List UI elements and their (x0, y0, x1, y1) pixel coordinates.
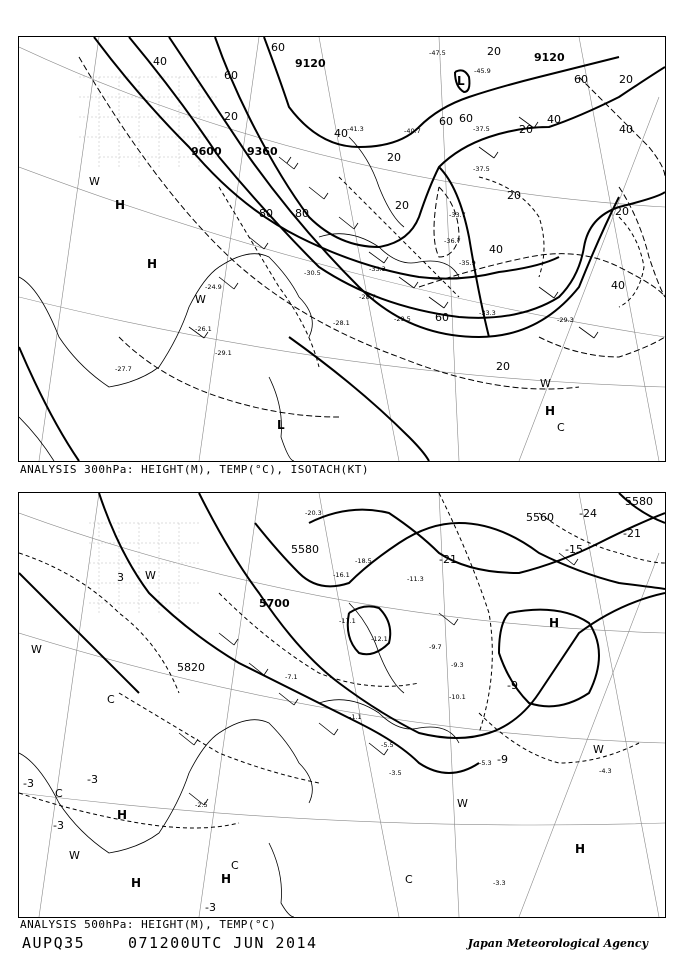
temp-label: -33.3 (479, 309, 496, 317)
isotherm-label: -3 (23, 777, 34, 790)
cold-center: C (557, 421, 565, 434)
land-hatching (89, 523, 199, 613)
isotach-label: 60 (459, 112, 473, 125)
height-label: 9120 (534, 51, 565, 64)
high-center: H (545, 404, 556, 418)
isotach-label: 60 (574, 73, 588, 86)
cold-center: C (107, 693, 115, 706)
coastlines (19, 137, 459, 461)
map-panel-300hpa (18, 36, 666, 462)
temp-label: -12.1 (371, 635, 388, 643)
isotherm-label: -3 (205, 901, 216, 914)
isotach-contours-300 (79, 57, 665, 417)
temperature-labels-300 (115, 49, 574, 373)
temp-label: -7.1 (285, 673, 298, 681)
isotach-label: 40 (153, 55, 167, 68)
temp-label: -5.3 (479, 759, 492, 767)
temp-label: -41.3 (347, 125, 364, 133)
isotherm-label: -21 (623, 527, 641, 540)
high-center: H (115, 198, 126, 212)
isotach-label: 20 (387, 151, 401, 164)
isotach-label: 20 (487, 45, 501, 58)
isotach-label: 60 (271, 41, 285, 54)
height-contours-500 (19, 493, 665, 773)
temp-label: -33.3 (369, 265, 386, 273)
isotherm-label: -9 (507, 679, 518, 692)
caption-300hpa: ANALYSIS 300hPa: HEIGHT(M), TEMP(°C), ISOTACH(KT) (20, 463, 370, 476)
temp-label: -4.3 (599, 767, 612, 775)
temp-label: -3.5 (389, 769, 402, 777)
isotach-label: 20 (619, 73, 633, 86)
height-label: 9600 (191, 145, 222, 158)
isotherm-label: 3 (117, 571, 124, 584)
temp-label: -2.5 (195, 801, 208, 809)
wind-barbs-500 (179, 553, 578, 805)
temp-label: -45.9 (474, 67, 491, 75)
high-center: H (549, 616, 560, 630)
temp-label: -33.7 (449, 211, 466, 219)
high-center: H (131, 876, 142, 890)
isotherm-label: -24 (579, 507, 597, 520)
isotach-label: 80 (259, 207, 273, 220)
pressure-centers-500 (31, 569, 604, 890)
valid-time: 071200UTC JUN 2014 (128, 934, 318, 952)
temp-label: -26.1 (195, 325, 212, 333)
height-label: 9120 (295, 57, 326, 70)
isotach-label: 20 (519, 123, 533, 136)
cold-center: C (405, 873, 413, 886)
map-panel-500hpa (18, 492, 666, 918)
caption-500hpa: ANALYSIS 500hPa: HEIGHT(M), TEMP(°C) (20, 918, 277, 931)
low-center: L (457, 74, 465, 88)
temp-label: -17.1 (339, 617, 356, 625)
warm-center: W (593, 743, 604, 756)
cold-center: C (55, 787, 63, 800)
temp-label: -20.3 (305, 509, 322, 517)
isotach-label: 20 (395, 199, 409, 212)
lat-lon-grid (19, 37, 665, 461)
temperature-labels-500 (195, 509, 612, 887)
temp-label: -18.5 (355, 557, 372, 565)
isotach-label: 60 (435, 311, 449, 324)
warm-center: W (89, 175, 100, 188)
temp-label: -37.5 (473, 165, 490, 173)
warm-center: W (457, 797, 468, 810)
warm-center: W (195, 293, 206, 306)
temp-label: -36.7 (444, 237, 461, 245)
map-300hpa-canvas (19, 37, 665, 461)
isotach-label: 40 (334, 127, 348, 140)
temp-label: -3.3 (493, 879, 506, 887)
isotach-label: 60 (224, 69, 238, 82)
temp-label: -29.3 (557, 316, 574, 324)
isotach-label: 20 (496, 360, 510, 373)
isotach-label: 40 (611, 279, 625, 292)
warm-center: W (69, 849, 80, 862)
temp-label: -16.1 (333, 571, 350, 579)
temp-label: -30.5 (304, 269, 321, 277)
temp-label: -9.7 (429, 643, 442, 651)
temp-label: -24.9 (205, 283, 222, 291)
high-center: H (147, 257, 158, 271)
temp-label: -29.1 (215, 349, 232, 357)
temp-label: -35.9 (459, 259, 476, 267)
temp-label: -28.7 (359, 293, 376, 301)
temp-label: -9.3 (451, 661, 464, 669)
isotach-label: 20 (507, 189, 521, 202)
warm-center: W (31, 643, 42, 656)
height-label: 5820 (177, 661, 205, 674)
chart-id: AUPQ35 (22, 934, 86, 952)
temp-label: -37.5 (473, 125, 490, 133)
temp-label: -11.3 (407, 575, 424, 583)
height-label: 5580 (291, 543, 319, 556)
temp-label: -29.5 (394, 315, 411, 323)
isotach-label: 40 (619, 123, 633, 136)
isotach-label: 20 (224, 110, 238, 123)
low-center: L (277, 418, 285, 432)
temp-label: -47.5 (429, 49, 446, 57)
isotach-label: 40 (547, 113, 561, 126)
temp-label: -27.7 (115, 365, 132, 373)
temp-label: -28.1 (333, 319, 350, 327)
height-label: 5700 (259, 597, 290, 610)
isotach-label: 60 (439, 115, 453, 128)
isotherm-label: -15 (565, 543, 583, 556)
height-label: 5580 (625, 495, 653, 508)
height-labels-300 (191, 51, 565, 158)
height-label: 9360 (247, 145, 278, 158)
height-label: 5560 (526, 511, 554, 524)
height-labels-500 (177, 495, 653, 674)
isotherm-label: -9 (497, 753, 508, 766)
map-500hpa-canvas (19, 493, 665, 917)
high-center: H (575, 842, 586, 856)
high-center: H (117, 808, 128, 822)
isotach-label: 20 (615, 205, 629, 218)
isotherm-label: -21 (439, 553, 457, 566)
cold-center: C (231, 859, 239, 872)
high-center: H (221, 872, 232, 886)
warm-center: W (145, 569, 156, 582)
warm-center: W (540, 377, 551, 390)
isotherm-label: -3 (87, 773, 98, 786)
temp-label: -40.7 (404, 127, 421, 135)
temp-label: -5.5 (381, 741, 394, 749)
temp-label: -10.1 (449, 693, 466, 701)
coastlines (19, 603, 459, 917)
isotherm-label: -3 (53, 819, 64, 832)
height-contours-300 (19, 37, 665, 461)
temp-label: -1.1 (349, 713, 362, 721)
isotach-label: 40 (489, 243, 503, 256)
agency-credit: Japan Meteorological Agency (467, 937, 648, 950)
isotach-label: 80 (295, 207, 309, 220)
